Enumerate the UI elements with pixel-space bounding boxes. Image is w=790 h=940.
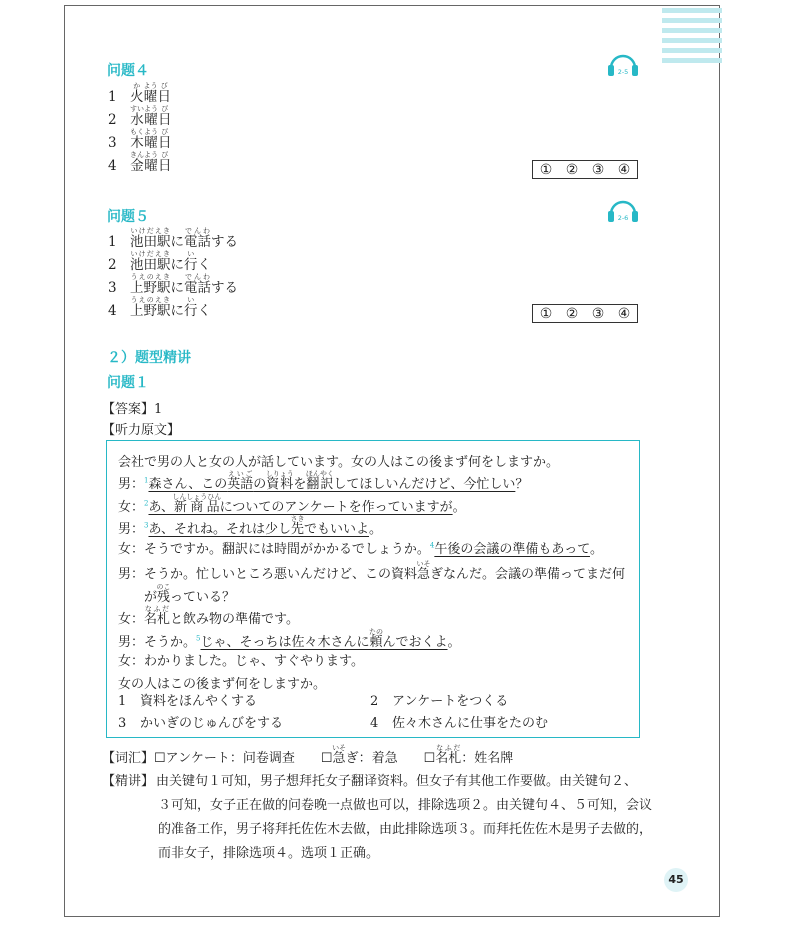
explanation-line: 而非女子，排除选项４。选项１正确。	[158, 846, 380, 861]
answer-choice[interactable]: ④	[617, 305, 631, 322]
headphone-icon[interactable]	[606, 196, 640, 226]
option-item: 4 金きん曜よう日び	[108, 151, 172, 174]
transcript-line: 男：$^3$あ、それね。それは少し先さきでもいいよ。	[118, 515, 383, 537]
transcript-intro: 会社で男の人と女の人が話しています。女の人はこの後まず何をしますか。	[118, 455, 559, 470]
vocab-item: ☐名札なふだ：姓名牌	[423, 744, 514, 766]
choice-item	[118, 690, 257, 709]
option-number: 1	[108, 89, 117, 105]
transcript-line: 女：そうですか。翻訳には時間がかかるでしょうか。$^4$午後の会議の準備もあって。	[118, 541, 603, 557]
choice-number: 2	[370, 694, 379, 709]
explanation-line: 的准备工作，男子将拜托佐佐木去做，由此排除选项３。而拜托佐佐木是男子去做的，	[158, 822, 653, 837]
answer-choices-box-q4	[532, 160, 638, 179]
keyline-marker: 2	[144, 499, 149, 508]
explanation-line: 由关键句１可知，男子想拜托女子翻译资料。但女子有其他工作要做。由关键句２、	[156, 774, 638, 789]
option-item: 4 上野駅うえのえきに行いく	[108, 296, 211, 319]
answer-choice[interactable]: ①	[539, 161, 553, 178]
key-sentence: 森さん、この英語えいごの資料しりょうを翻訳ほんやくしてほしいんだけど、今忙しい	[148, 470, 516, 492]
answer-choice[interactable]: ②	[565, 305, 579, 322]
choice-item	[118, 712, 283, 731]
keyline-marker: 3	[144, 521, 149, 530]
transcript-line: 男：そうか。忙しいところ悪いんだけど、この資料急いそぎなんだ。会議の準備ってまだ何	[118, 560, 626, 582]
transcript-line: が残のこっている？	[118, 582, 236, 605]
transcript-line: 女：わかりました。じゃ、すぐやります。	[118, 654, 364, 669]
question-5-title: 问题５	[107, 209, 149, 225]
answer-choice[interactable]: ③	[591, 305, 605, 322]
choice-item	[370, 690, 508, 709]
transcript-line: 女：名札なふだと飲み物の準備です。	[118, 605, 299, 627]
audio-track-label: 2-5	[617, 68, 629, 76]
decorative-stripes	[662, 8, 722, 68]
audio-track-label: 2-6	[617, 214, 629, 222]
option-item: 1 火か曜よう日び	[108, 82, 171, 105]
option-item: 2 池田駅いけだえきに行いく	[108, 250, 211, 273]
vocab-item: ☐急いそぎ：着急	[320, 744, 398, 766]
option-item: 1 池田駅いけだえきに電話でんわする	[108, 227, 238, 250]
headphone-icon[interactable]	[606, 50, 640, 80]
choice-text: アンケートをつくる	[392, 694, 509, 709]
option-number: 2	[108, 257, 117, 273]
transcript-line: 女の人はこの後まず何をしますか。	[118, 676, 327, 692]
option-number: 3	[108, 280, 117, 296]
choice-item	[370, 712, 548, 731]
option-item: 2 水すい曜よう日び	[108, 105, 172, 128]
explanation-line: ３可知，女子正在做的问卷晚一点做也可以，排除选项２。由关键句４、５可知，会议	[158, 798, 653, 813]
vocabulary	[102, 744, 539, 766]
choice-number: 1	[118, 694, 127, 709]
transcript-line: 女：$^2$あ、新商品しんしょうひんについてのアンケートを作っていますが。	[118, 492, 466, 515]
choice-text: 資料をほんやくする	[140, 694, 258, 709]
choice-text: 佐々木さんに仕事をたのむ	[392, 716, 549, 731]
choice-text: かいぎのじゅんびをする	[140, 716, 284, 731]
answer-choice[interactable]: ①	[539, 305, 553, 322]
choice-number: 4	[370, 716, 379, 731]
transcript-label: 【听力原文】	[102, 423, 181, 438]
question-1-title: 问题１	[107, 375, 149, 391]
transcript-line: 男：そうか。$^5$じゃ、そっちは佐々木さんに頼たのんでおくよ。	[118, 627, 461, 650]
key-sentence: じゃ、そっちは佐々木さんに頼たのんでおくよ	[200, 627, 448, 650]
key-sentence: あ、それね。それは少し先さきでもいいよ	[148, 515, 369, 537]
page-number: 45	[664, 868, 688, 892]
option-number: 1	[108, 234, 117, 250]
answer-choice[interactable]: ②	[565, 161, 579, 178]
option-item: 3 木もく曜よう日び	[108, 128, 172, 151]
option-number: 4	[108, 303, 117, 319]
explanation-label: 【精讲】	[102, 774, 155, 789]
option-number: 3	[108, 135, 117, 151]
answer-label: 【答案】1	[102, 402, 163, 417]
question-4-title: 问题４	[107, 63, 149, 79]
transcript-line: 男：$^1$森さん、この英語えいごの資料しりょうを翻訳ほんやくしてほしいんだけど、今忙しい？	[118, 470, 529, 492]
section-title: ２）题型精讲	[107, 350, 191, 366]
key-sentence: 午後の会議の準備もあって	[434, 541, 590, 557]
keyline-marker: 1	[144, 476, 149, 485]
option-number: 2	[108, 112, 117, 128]
keyline-marker: 5	[196, 634, 201, 643]
keyline-marker: 4	[429, 541, 435, 550]
key-sentence: あ、新商品しんしょうひんについてのアンケートを作っていますが	[148, 492, 453, 515]
answer-choices-box-q5	[532, 304, 638, 323]
choice-number: 3	[118, 716, 127, 731]
vocab-item: ☐アンケート：问卷调查	[154, 751, 295, 766]
vocab-label: 【词汇】	[102, 751, 155, 766]
answer-choice[interactable]: ③	[591, 161, 605, 178]
option-item: 3 上野駅うえのえきに電話でんわする	[108, 273, 238, 296]
answer-choice[interactable]: ④	[617, 161, 631, 178]
option-number: 4	[108, 158, 117, 174]
